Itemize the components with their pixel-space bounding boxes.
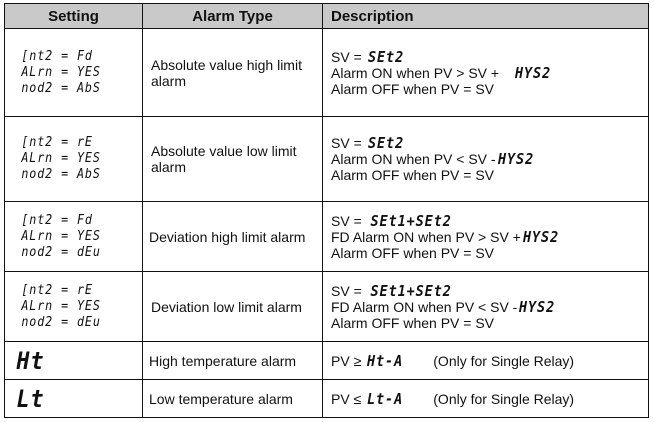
desc-note: (Only for Single Relay) [433,352,575,369]
setting-big-code: Ht [16,346,45,375]
description-cell [323,272,649,342]
desc-segment-code: SEt2 [367,134,404,152]
alarm-settings-table [4,3,649,418]
setting-line: nod2 = AbS [21,80,101,96]
description-cell [323,202,649,272]
table-row [5,342,649,380]
table-row [5,202,649,272]
desc-segment-code: HYS2 [515,63,552,82]
setting-line: ALrn = YES [21,64,101,80]
desc-text: SV = [331,48,366,65]
desc-text: PV ≥ [331,352,362,369]
desc-text: FD Alarm ON when PV > SV + [331,228,521,245]
table-row [5,272,649,342]
setting-cell [5,117,143,202]
desc-text: Alarm OFF when PV = SV [331,167,494,183]
desc-text: Alarm OFF when PV = SV [331,80,494,97]
desc-text: Alarm ON when PV > SV + [331,64,500,81]
desc-segment-code: Ht-A [367,351,404,370]
desc-text: SV = [331,282,366,299]
setting-line: [nt2 = rE [21,135,93,150]
alarm-type-cell: High temperature alarm [143,342,323,380]
header-setting: Setting [5,4,143,29]
setting-line: nod2 = dEu [21,314,101,330]
header-row [5,4,649,29]
desc-text: PV ≤ [331,390,362,407]
setting-cell [5,202,143,272]
setting-cell [5,272,143,342]
alarm-type-cell: Deviation high limit alarm [143,202,323,272]
header-description: Description [323,4,649,29]
setting-cell [5,342,143,380]
description-cell [323,342,649,380]
desc-text: Alarm OFF when PV = SV [331,244,494,261]
description-cell [323,380,649,418]
desc-segment-code: SEt2 [367,47,404,66]
alarm-type-cell: Absolute value high limit alarm [143,29,323,117]
setting-line: [nt2 = rE [21,282,93,298]
desc-segment-code: SEt1+SEt2 [370,281,452,300]
desc-text: SV = [331,135,366,151]
description-cell [323,29,649,117]
setting-line: nod2 = dEu [21,244,101,260]
alarm-type-cell: Absolute value low limit alarm [143,117,323,202]
setting-cell [5,380,143,418]
desc-segment-code: SEt1+SEt2 [370,211,452,230]
desc-segment-code: Lt-A [367,389,404,408]
header-alarm-type: Alarm Type [143,4,323,29]
desc-segment-code: HYS2 [522,227,559,246]
setting-cell [5,29,143,117]
setting-line: [nt2 = Fd [21,48,93,64]
table-row [5,380,649,418]
desc-segment-code: HYS2 [519,297,556,316]
description-cell [323,117,649,202]
setting-line: ALrn = YES [21,228,101,244]
setting-line: nod2 = AbS [21,167,101,182]
alarm-type-cell: Deviation low limit alarm [143,272,323,342]
setting-line: ALrn = YES [21,151,101,166]
desc-text: Alarm OFF when PV = SV [331,314,494,331]
desc-note: (Only for Single Relay) [433,390,575,407]
desc-text: FD Alarm ON when PV < SV - [331,298,518,315]
setting-line: ALrn = YES [21,298,101,314]
setting-big-code: Lt [16,384,45,413]
alarm-type-cell: Low temperature alarm [143,380,323,418]
table-row [5,29,649,117]
desc-text: Alarm ON when PV < SV - [331,151,496,167]
desc-text: SV = [331,212,366,229]
setting-line: [nt2 = Fd [21,212,93,228]
table-row [5,117,649,202]
desc-segment-code: HYS2 [497,150,534,168]
